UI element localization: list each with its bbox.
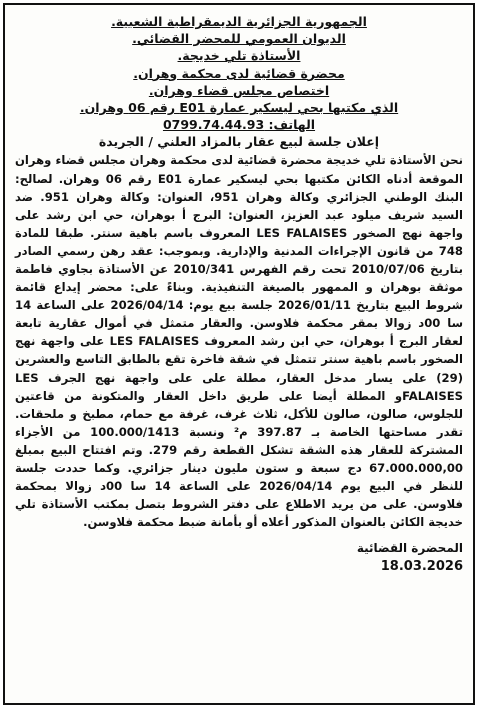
header-address: الذي مكتبها بحي ليسكير عمارة E01 رقم 06 وهران. — [79, 100, 399, 116]
header-court: محضرة قضائية لدى محكمة وهران. — [133, 65, 345, 81]
notice-footer — [15, 539, 463, 577]
notice-date: 18.03.2026 — [380, 559, 463, 575]
notice-title: إعلان جلسة لبيع عقار بالمزاد العلني / الجريدة — [98, 134, 380, 150]
header-jurisdiction: اختصاص مجلس قضاء وهران. — [148, 82, 330, 98]
header-phone: الهاتف: 0799.74.44.93 — [162, 117, 316, 133]
header-bailiff-name: الأستاذة تلي خديجة. — [177, 48, 301, 64]
notice-body: نحن الأستاذة تلي خديجة محضرة قضائية لدى محكمة وهران مجلس قضاء وهران الموقعة أدناه الكائن مكتبها بحي ليسكير عمارة E01 رقم 06 وهران. لصالح: البنك الوطني الجزائري وكالة وهران 951، العنوان: وكالة وهران 951. ضد السيد شريف ميلود عبد العزيز، العنوان: البرج أ بوهران، حي ابن رشد على واجهة نهج الصخور LES FALAISES المعروف باسم باهية سنتر. طبقا للمادة 748 من قانون الإجراءات المدنية والإدارية. وبموجب: عقد رهن رسمي الصادر بتاريخ 2010/07/06 تحت رقم الفهرس 2010/341 عن الأستاذة بجاوي فاطمة موثقة بوهران و الممهور بالصيغة التنفيذية. وبناءً على: محضر إيداع قائمة شروط البيع بتاريخ 2026/01/11 جلسة بيع يوم: 2026/04/14 على الساعة 14 سا 00د زوالا بمقر محكمة فلاوسن. والعقار متمثل في أموال عقارية تابعة لعقار البرج أ بوهران، حي ابن رشد المعروف LES FALAISES على واجهة نهج الصخور باسم باهية سنتر تتمثل في شقة فاخرة تقع بالطابق التاسع والعشرين (29) على يسار مدخل العقار، مطلة على على واجهة نهج الجرف LES FALAISESو المطلة أيضا على طريق داخل العقار والمتكونة من قاعتين للجلوس، صالون، صالون للأكل، ثلاث غرف، غرفة مع حمام، مطبخ و ملحقات. تقدر مساحتها الخاصة بـ 397.87 م² ونسبة 100.000/1413 من الأجزاء المشتركة للعقار هذه الشقة تشكل القطعة رقم 279. وتم افتتاح البيع بمبلغ 67.000.000,00 دج سبعة و ستون مليون دينار جزائري. وكما حددت جلسة للنظر في البيع يوم 2026/04/14 على الساعة 14 سا 00د زوالا بمحكمة فلاوسن. على من يريد الاطلاع على دفتر الشروط بتصل بمكتب الأستاذة تلي خديجة الكائن بالعنوان المذكور أعلاه أو بأمانة ضبط محكمة فلاوسن. — [15, 153, 464, 530]
notice-header — [15, 13, 463, 133]
signature-label: المحضرة القضائية — [356, 541, 463, 556]
header-republic: الجمهورية الجزائرية الديمقراطية الشعبية. — [111, 14, 367, 29]
legal-notice — [3, 3, 475, 705]
header-office: الديوان العمومي للمحضر القضائي. — [132, 31, 346, 47]
